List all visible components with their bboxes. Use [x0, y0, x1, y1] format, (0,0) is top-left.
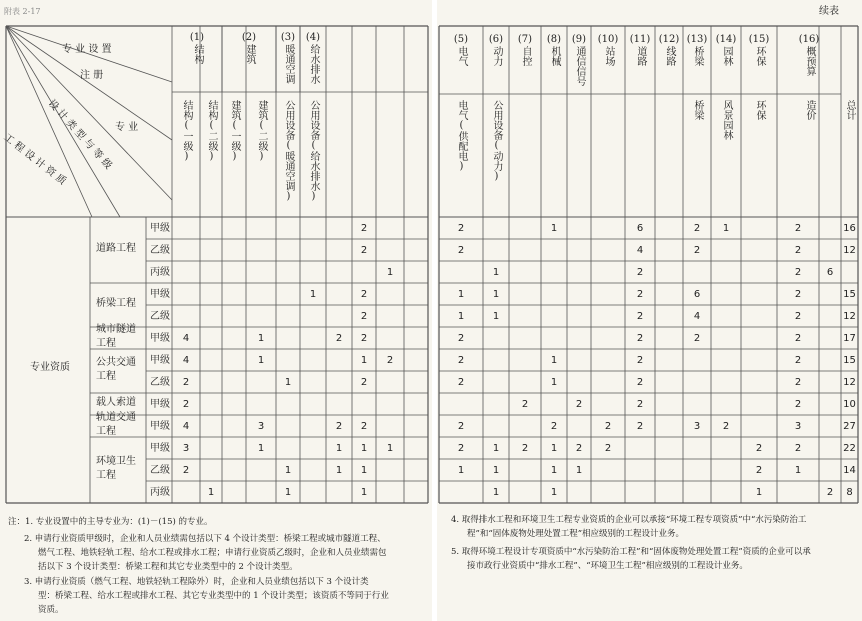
table-cell-value: 3: [693, 421, 701, 432]
group-name: 通信信号: [574, 46, 585, 86]
table-cell-value: 2: [360, 421, 368, 432]
sub-header: 结构(二级): [206, 100, 217, 162]
table-cell-value: 1: [386, 267, 394, 278]
table-cell-value: 2: [794, 223, 802, 234]
table-cell-value: 2: [360, 289, 368, 300]
table-cell-value: 2: [636, 377, 644, 388]
table-cell-value: 17: [843, 333, 856, 344]
group-name: 线路: [664, 46, 675, 66]
group-name: 暖通空调: [283, 44, 294, 84]
project-type-label: 桥梁工程: [96, 298, 136, 309]
table-cell-value: 1: [492, 465, 500, 476]
table-cell-value: 12: [843, 245, 856, 256]
table-cell-value: 2: [521, 399, 529, 410]
sub-header: 建筑(二级): [256, 100, 267, 162]
corner-label-design-type: 设 计 类 型 与 等 级: [45, 98, 114, 172]
note-line: 4. 取得排水工程和环境卫生工程专业资质的企业可以承接“环境工程专项资质”中“水污染防治工: [451, 515, 807, 525]
table-cell-value: 1: [550, 487, 558, 498]
table-cell-value: 1: [550, 377, 558, 388]
table-cell-value: 1: [755, 487, 763, 498]
group-code: (1): [189, 32, 205, 43]
table-cell-value: 1: [309, 289, 317, 300]
table-cell-value: 2: [636, 421, 644, 432]
table-cell-value: 1: [550, 465, 558, 476]
table-cell-value: 1: [335, 465, 343, 476]
table-cell-value: 1: [386, 443, 394, 454]
project-type-label: 城市隧道: [96, 324, 136, 335]
table-cell-value: 1: [457, 289, 465, 300]
table-cell-value: 1: [360, 443, 368, 454]
group-code: (10): [597, 34, 619, 45]
table-cell-value: 2: [794, 311, 802, 322]
table-cell-value: 2: [457, 223, 465, 234]
table-cell-value: 22: [843, 443, 856, 454]
grade-label: 乙级: [150, 245, 170, 256]
project-type-label: 轨道交通: [96, 412, 136, 423]
grade-label: 甲级: [150, 355, 170, 366]
table-cell-value: 1: [207, 487, 215, 498]
table-cell-value: 1: [492, 289, 500, 300]
table-cell-value: 2: [457, 333, 465, 344]
table-cell-value: 2: [794, 245, 802, 256]
group-name: 建筑: [244, 44, 255, 64]
table-cell-value: 1: [284, 377, 292, 388]
table-cell-value: 3: [794, 421, 802, 432]
grade-label: 甲级: [150, 223, 170, 234]
group-code: (12): [658, 34, 680, 45]
grade-label: 甲级: [150, 421, 170, 432]
corner-label-qualification: 工 程 设 计 资 质: [1, 132, 68, 188]
table-cell-value: 2: [794, 289, 802, 300]
group-name: 站场: [603, 46, 614, 66]
table-cell-value: 4: [182, 421, 190, 432]
table-cell-value: 2: [457, 443, 465, 454]
table-cell-value: 1: [457, 465, 465, 476]
table-cell-value: 14: [843, 465, 856, 476]
table-cell-value: 1: [284, 465, 292, 476]
table-cell-value: 1: [360, 465, 368, 476]
group-code: (7): [517, 34, 533, 45]
group-code: (3): [280, 32, 296, 43]
group-code: (16): [798, 34, 820, 45]
table-cell-value: 2: [360, 311, 368, 322]
table-cell-value: 2: [722, 421, 730, 432]
table-cell-value: 2: [636, 311, 644, 322]
note-line: 型：桥梁工程、给水工程或排水工程、其它专业类型中的 1 个设计类型；该资质不等同于行业: [38, 591, 389, 601]
table-cell-value: 27: [843, 421, 856, 432]
group-code: (4): [305, 32, 321, 43]
table-cell-value: 1: [722, 223, 730, 234]
group-code: (6): [488, 34, 504, 45]
sub-header: 电气(供配电): [456, 100, 467, 172]
table-cell-value: 2: [335, 421, 343, 432]
table-cell-value: 2: [360, 377, 368, 388]
total-header: 总计: [844, 100, 855, 120]
table-cell-value: 10: [843, 399, 856, 410]
table-cell-value: 2: [794, 377, 802, 388]
table-cell-value: 2: [794, 399, 802, 410]
sub-header: 造价: [804, 100, 815, 120]
table-cell-value: 2: [182, 377, 190, 388]
sub-header: 建筑(一级): [229, 100, 240, 162]
table-cell-value: 2: [826, 487, 834, 498]
table-cell-value: 2: [755, 465, 763, 476]
table-cell-value: 1: [550, 443, 558, 454]
table-cell-value: 2: [360, 223, 368, 234]
group-name: 给水排水: [308, 44, 319, 84]
group-name: 桥梁: [692, 46, 703, 66]
grade-label: 乙级: [150, 377, 170, 388]
table-cell-value: 2: [360, 245, 368, 256]
table-cell-value: 12: [843, 311, 856, 322]
table-cell-value: 8: [846, 487, 853, 498]
table-cell-value: 1: [794, 465, 802, 476]
table-cell-value: 2: [182, 465, 190, 476]
note-line: 程”和“固体废物处理处置工程”相应级别的工程设计业务。: [467, 529, 685, 539]
group-name: 动力: [491, 46, 502, 66]
table-cell-value: 2: [335, 333, 343, 344]
table-cell-value: 1: [284, 487, 292, 498]
project-type-label: 公共交通: [96, 357, 136, 368]
table-cell-value: 15: [843, 289, 856, 300]
table-cell-value: 1: [257, 355, 265, 366]
table-cell-value: 2: [457, 355, 465, 366]
table-cell-value: 1: [550, 355, 558, 366]
table-cell-value: 6: [826, 267, 834, 278]
table-cell-value: 2: [693, 245, 701, 256]
note-line: 3. 申请行业资质（燃气工程、地铁轻轨工程除外）时，企业和人员业绩包括以下 3 个设计类: [24, 577, 369, 587]
table-cell-value: 2: [386, 355, 394, 366]
table-cell-value: 2: [636, 399, 644, 410]
table-cell-value: 2: [457, 421, 465, 432]
table-cell-value: 2: [693, 333, 701, 344]
sub-header: 公用设备(暖通空调): [283, 100, 294, 202]
table-cell-value: 1: [257, 333, 265, 344]
note-line: 资质。: [38, 605, 64, 615]
table-cell-value: 2: [604, 443, 612, 454]
group-name: 自控: [520, 46, 531, 66]
table-cell-value: 3: [257, 421, 265, 432]
figure-label: 附表 2-17: [4, 7, 41, 16]
table-cell-value: 2: [636, 289, 644, 300]
table-cell-value: 1: [550, 223, 558, 234]
table-cell-value: 2: [521, 443, 529, 454]
project-type-label: 环境卫生: [96, 456, 136, 467]
group-name: 道路: [635, 46, 646, 66]
note-line: 5. 取得环境工程设计专项资质中“水污染防治工程”和“固体废物处理处置工程”资质的企业可以承: [451, 547, 811, 557]
category-label: 专业资质: [30, 362, 70, 373]
note-line: 注：1. 专业设置中的主导专业为：(1)－(15) 的专业。: [8, 517, 213, 527]
table-cell-value: 1: [492, 311, 500, 322]
group-code: (5): [453, 34, 469, 45]
project-type-label: 工程: [96, 338, 116, 349]
table-cell-value: 2: [794, 443, 802, 454]
table-cell-value: 2: [575, 443, 583, 454]
table-cell-value: 1: [492, 267, 500, 278]
table-cell-value: 1: [492, 487, 500, 498]
group-code: (15): [748, 34, 770, 45]
group-code: (13): [686, 34, 708, 45]
table-cell-value: 2: [575, 399, 583, 410]
table-cell-value: 2: [636, 355, 644, 366]
group-code: (14): [715, 34, 737, 45]
sub-header: 环保: [754, 100, 765, 120]
sub-header: 风景园林: [721, 100, 732, 140]
group-name: 园林: [721, 46, 732, 66]
group-code: (8): [546, 34, 562, 45]
sub-header: 桥梁: [692, 100, 703, 120]
grade-label: 乙级: [150, 311, 170, 322]
note-line: 燃气工程、地铁轻轨工程、给水工程或排水工程；申请行业资质乙级时，企业和人员业绩需包: [38, 548, 387, 558]
grade-label: 甲级: [150, 399, 170, 410]
sub-header: 公用设备(动力): [491, 100, 502, 182]
note-line: 括以下 3 个设计类型：桥梁工程和其它专业类型中的 2 个设计类型。: [38, 562, 298, 572]
table-cell-value: 1: [360, 355, 368, 366]
table-cell-value: 1: [335, 443, 343, 454]
table-cell-value: 1: [457, 311, 465, 322]
table-cell-value: 2: [360, 333, 368, 344]
table-cell-value: 2: [182, 399, 190, 410]
grade-label: 甲级: [150, 443, 170, 454]
project-type-label: 工程: [96, 371, 116, 382]
sub-header: 公用设备(给水排水): [308, 100, 319, 202]
table-cell-value: 1: [575, 465, 583, 476]
group-name: 机械: [549, 46, 560, 66]
table-cell-value: 2: [794, 267, 802, 278]
table-cell-value: 2: [550, 421, 558, 432]
corner-label-specialty: 专 业: [115, 122, 139, 133]
project-type-label: 道路工程: [96, 243, 136, 254]
table-cell-value: 4: [636, 245, 644, 256]
group-name: 结构: [192, 44, 203, 64]
table-cell-value: 4: [182, 355, 190, 366]
note-line: 接市政行业资质中“排水工程”、“环境卫生工程”相应级别的工程设计业务。: [467, 561, 748, 571]
table-cell-value: 6: [693, 289, 701, 300]
table-cell-value: 4: [182, 333, 190, 344]
group-name: 概预算: [804, 46, 815, 76]
group-code: (2): [241, 32, 257, 43]
table-cell-value: 3: [182, 443, 190, 454]
table-cell-value: 2: [604, 421, 612, 432]
group-name: 电气: [456, 46, 467, 66]
table-cell-value: 2: [693, 223, 701, 234]
table-cell-value: 16: [843, 223, 856, 234]
group-code: (9): [571, 34, 587, 45]
grade-label: 甲级: [150, 333, 170, 344]
project-type-label: 工程: [96, 426, 116, 437]
grade-label: 丙级: [150, 267, 170, 278]
table-cell-value: 2: [755, 443, 763, 454]
table-cell-value: 6: [636, 223, 644, 234]
table-cell-value: 15: [843, 355, 856, 366]
grade-label: 乙级: [150, 465, 170, 476]
corner-label-registration: 注 册: [80, 70, 104, 81]
table-cell-value: 2: [457, 377, 465, 388]
table-cell-value: 1: [492, 443, 500, 454]
right-page: [437, 0, 862, 621]
group-code: (11): [629, 34, 651, 45]
table-cell-value: 12: [843, 377, 856, 388]
grade-label: 甲级: [150, 289, 170, 300]
grade-label: 丙级: [150, 487, 170, 498]
table-cell-value: 2: [794, 333, 802, 344]
table-cell-value: 4: [693, 311, 701, 322]
sub-header: 结构(一级): [181, 100, 192, 162]
table-cell-value: 2: [636, 333, 644, 344]
continued-label: 续表: [819, 6, 839, 17]
table-cell-value: 1: [257, 443, 265, 454]
table-cell-value: 1: [360, 487, 368, 498]
table-cell-value: 2: [636, 267, 644, 278]
project-type-label: 载人索道: [96, 397, 136, 408]
project-type-label: 工程: [96, 470, 116, 481]
group-name: 环保: [754, 46, 765, 66]
note-line: 2. 申请行业资质甲级时，企业和人员业绩需包括以下 4 个设计类型：桥梁工程或城市隧道工程、: [24, 534, 386, 544]
table-cell-value: 2: [794, 355, 802, 366]
corner-label-major-setting: 专 业 设 置: [62, 44, 112, 55]
table-cell-value: 2: [457, 245, 465, 256]
